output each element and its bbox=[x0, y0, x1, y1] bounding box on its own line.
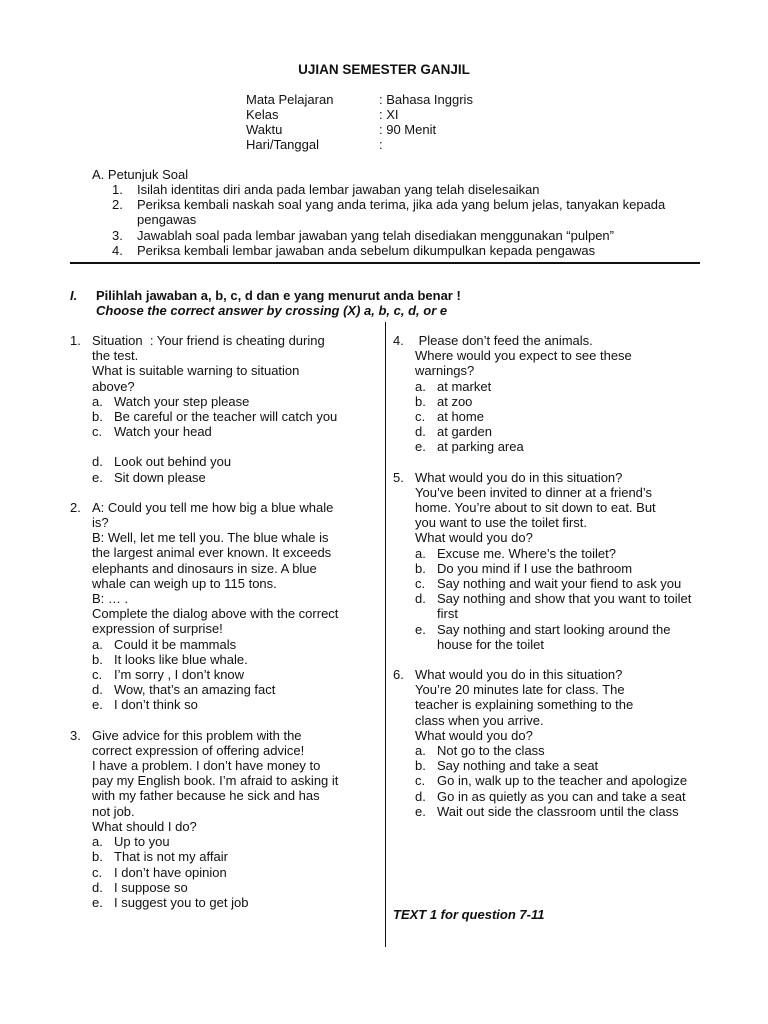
answer-option[interactable] bbox=[415, 409, 703, 424]
question-text: teacher is explaining something to the bbox=[415, 697, 634, 713]
question-text: B: Well, let me tell you. The blue whale is bbox=[92, 530, 329, 546]
question-text: Complete the dialog above with the correct bbox=[92, 606, 339, 622]
instruction-number: 3. bbox=[112, 227, 123, 243]
question-text: warnings? bbox=[415, 363, 475, 379]
question-text: the test. bbox=[92, 348, 139, 364]
answer-option[interactable] bbox=[415, 424, 703, 439]
question-text: What is suitable warning to situation bbox=[92, 363, 300, 379]
question-text: A: Could you tell me how big a blue whale bbox=[92, 499, 334, 515]
answer-option[interactable] bbox=[92, 895, 376, 910]
column-divider bbox=[385, 322, 386, 947]
option-text: at parking area bbox=[437, 439, 524, 455]
answer-option[interactable] bbox=[92, 697, 376, 712]
option-letter: e. bbox=[415, 621, 426, 637]
question-5 bbox=[393, 470, 703, 652]
question-2 bbox=[70, 500, 376, 713]
identity-key: Kelas bbox=[246, 107, 279, 122]
section-number: I. bbox=[70, 288, 78, 303]
question-spacer bbox=[393, 455, 703, 470]
option-text: Watch your head bbox=[114, 424, 212, 440]
question-text: What would you do in this situation? bbox=[415, 667, 623, 683]
identity-value: : 90 Menit bbox=[379, 122, 437, 137]
option-letter: b. bbox=[415, 393, 426, 409]
option-text: Sit down please bbox=[114, 469, 206, 485]
question-text: You’re 20 minutes late for class. The bbox=[415, 682, 625, 698]
instruction-text: Isilah identitas diri anda pada lembar jawaban yang telah diselesaikan bbox=[137, 182, 540, 197]
option-text: at home bbox=[437, 409, 484, 425]
option-letter: b. bbox=[92, 651, 103, 667]
option-letter: d. bbox=[92, 454, 103, 470]
question-text: What would you do? bbox=[415, 727, 533, 743]
option-letter: e. bbox=[415, 803, 426, 819]
answer-option[interactable] bbox=[92, 834, 376, 849]
blank-line bbox=[92, 439, 376, 454]
option-letter: a. bbox=[415, 545, 426, 561]
question-text: What should I do? bbox=[92, 818, 197, 834]
answer-option[interactable] bbox=[415, 773, 703, 788]
option-letter: a. bbox=[415, 378, 426, 394]
question-text: home. You’re about to sit down to eat. But bbox=[415, 500, 656, 516]
identity-key: Waktu bbox=[246, 122, 283, 137]
question-number: 3. bbox=[70, 727, 81, 743]
answer-option[interactable] bbox=[92, 454, 376, 469]
section-subtitle: Choose the correct answer by crossing (X) a, b, c, d, or e bbox=[96, 303, 448, 318]
question-text: I have a problem. I don’t have money to bbox=[92, 758, 321, 774]
answer-option[interactable] bbox=[92, 637, 376, 652]
identity-row-time bbox=[246, 122, 436, 137]
option-text: I suggest you to get job bbox=[114, 894, 249, 910]
answer-option[interactable] bbox=[415, 804, 703, 819]
question-text: whale can weigh up to 115 tons. bbox=[92, 575, 277, 591]
question-text: Situation : Your friend is cheating during bbox=[92, 333, 325, 348]
option-letter: d. bbox=[92, 682, 103, 698]
option-letter: c. bbox=[415, 576, 426, 592]
option-text: Say nothing and start looking around the house for the toilet bbox=[437, 621, 671, 652]
question-text: Please don’t feed the animals. bbox=[415, 333, 593, 348]
question-number: 5. bbox=[393, 469, 404, 485]
instructions-list bbox=[112, 182, 702, 258]
answer-option[interactable] bbox=[92, 667, 376, 682]
option-letter: d. bbox=[415, 424, 426, 440]
identity-value: : Bahasa Inggris bbox=[379, 92, 473, 107]
answer-option[interactable] bbox=[415, 561, 703, 576]
option-text: Look out behind you bbox=[114, 454, 232, 470]
option-letter: c. bbox=[92, 667, 103, 683]
question-text: What would you do in this situation? bbox=[415, 469, 623, 485]
option-text: Do you mind if I use the bathroom bbox=[437, 560, 633, 576]
answer-option[interactable] bbox=[415, 379, 703, 394]
option-text: Up to you bbox=[114, 834, 170, 850]
question-number: 6. bbox=[393, 667, 404, 683]
option-text: I’m sorry , I don’t know bbox=[114, 667, 245, 683]
option-text: Could it be mammals bbox=[114, 636, 237, 652]
left-column bbox=[70, 333, 376, 910]
option-letter: b. bbox=[415, 758, 426, 774]
identity-row-date bbox=[246, 137, 383, 152]
instruction-text: Periksa kembali lembar jawaban anda sebelum dikumpulkan kepada pengawas bbox=[137, 242, 596, 258]
option-text: That is not my affair bbox=[114, 849, 228, 865]
question-text: B: … . bbox=[92, 591, 129, 607]
answer-option[interactable] bbox=[92, 682, 376, 697]
question-spacer bbox=[393, 652, 703, 667]
option-text: at market bbox=[437, 378, 492, 394]
identity-row-class bbox=[246, 107, 399, 122]
question-4 bbox=[393, 333, 703, 455]
instruction-number: 4. bbox=[112, 242, 123, 258]
section-divider bbox=[70, 262, 700, 264]
answer-option[interactable] bbox=[415, 789, 703, 804]
section-title: Pilihlah jawaban a, b, c, d dan e yang menurut anda benar ! bbox=[96, 288, 461, 303]
option-text: Wait out side the classroom until the class bbox=[437, 803, 679, 819]
question-3 bbox=[70, 728, 376, 910]
question-text: expression of surprise! bbox=[92, 621, 223, 637]
exam-title: UJIAN SEMESTER GANJIL bbox=[298, 62, 470, 77]
answer-option[interactable] bbox=[415, 622, 703, 652]
option-letter: e. bbox=[92, 894, 103, 910]
question-text: elephants and dinosaurs in size. A blue bbox=[92, 560, 317, 576]
answer-option[interactable] bbox=[92, 865, 376, 880]
option-letter: e. bbox=[92, 469, 103, 485]
option-letter: d. bbox=[92, 879, 103, 895]
option-text: Wow, that’s an amazing fact bbox=[114, 682, 276, 698]
identity-value: : bbox=[379, 137, 383, 152]
right-column bbox=[393, 333, 703, 819]
instruction-number: 2. bbox=[112, 197, 123, 213]
question-number: 1. bbox=[70, 333, 81, 348]
option-letter: a. bbox=[92, 393, 103, 409]
option-letter: e. bbox=[92, 697, 103, 713]
instruction-text: Jawablah soal pada lembar jawaban yang telah disediakan menggunakan “pulpen” bbox=[137, 227, 614, 243]
option-letter: c. bbox=[92, 864, 103, 880]
option-letter: c. bbox=[92, 424, 103, 440]
question-1 bbox=[70, 333, 376, 485]
identity-key: Hari/Tanggal bbox=[246, 137, 319, 152]
option-text: I don’t think so bbox=[114, 697, 198, 713]
option-text: Not go to the class bbox=[437, 743, 545, 759]
answer-option[interactable] bbox=[415, 439, 703, 454]
question-text: above? bbox=[92, 378, 135, 394]
instruction-item bbox=[112, 228, 702, 243]
answer-option[interactable] bbox=[415, 394, 703, 409]
option-text: Say nothing and show that you want to toilet first bbox=[437, 591, 692, 622]
option-letter: b. bbox=[92, 849, 103, 865]
option-text: Excuse me. Where’s the toilet? bbox=[437, 545, 616, 561]
answer-option[interactable] bbox=[415, 743, 703, 758]
instruction-number: 1. bbox=[112, 182, 123, 197]
answer-option[interactable] bbox=[92, 470, 376, 485]
answer-option[interactable] bbox=[92, 652, 376, 667]
option-text: Go in as quietly as you can and take a seat bbox=[437, 788, 686, 804]
option-text: Be careful or the teacher will catch you bbox=[114, 409, 338, 425]
answer-option[interactable] bbox=[92, 409, 376, 424]
text1-label: TEXT 1 for question 7-11 bbox=[393, 907, 545, 922]
instruction-item bbox=[112, 182, 702, 197]
question-text: with my father because he sick and has bbox=[92, 788, 320, 804]
option-letter: c. bbox=[415, 409, 426, 425]
question-text: You’ve been invited to dinner at a friend’s bbox=[415, 484, 653, 500]
instruction-item bbox=[112, 243, 702, 258]
question-spacer bbox=[70, 713, 376, 728]
question-number: 4. bbox=[393, 333, 404, 348]
instructions-heading: A. Petunjuk Soal bbox=[92, 167, 189, 182]
answer-option[interactable] bbox=[415, 546, 703, 561]
option-letter: a. bbox=[92, 636, 103, 652]
option-text: Watch your step please bbox=[114, 393, 250, 409]
identity-key: Mata Pelajaran bbox=[246, 92, 334, 107]
question-text: you want to use the toilet first. bbox=[415, 515, 587, 531]
option-text: Say nothing and wait your fiend to ask you bbox=[437, 576, 682, 592]
answer-option[interactable] bbox=[415, 591, 703, 621]
option-letter: d. bbox=[415, 788, 426, 804]
instruction-text: Periksa kembali naskah soal yang anda terima, jika ada yang belum jelas, tanyakan kepada pengawas bbox=[137, 197, 666, 228]
option-text: Say nothing and take a seat bbox=[437, 758, 599, 774]
question-text: pay my English book. I’m afraid to asking it bbox=[92, 773, 339, 789]
question-6 bbox=[393, 667, 703, 819]
answer-option[interactable] bbox=[92, 424, 376, 439]
question-text: What would you do? bbox=[415, 530, 533, 546]
answer-option[interactable] bbox=[92, 394, 376, 409]
option-letter: b. bbox=[415, 560, 426, 576]
question-text: class when you arrive. bbox=[415, 712, 544, 728]
question-text: is? bbox=[92, 515, 109, 531]
option-letter: e. bbox=[415, 439, 426, 455]
answer-option[interactable] bbox=[92, 849, 376, 864]
option-letter: b. bbox=[92, 409, 103, 425]
question-text: correct expression of offering advice! bbox=[92, 742, 305, 758]
identity-row-subject bbox=[246, 92, 473, 107]
option-text: I suppose so bbox=[114, 879, 188, 895]
option-text: It looks like blue whale. bbox=[114, 651, 248, 667]
answer-option[interactable] bbox=[92, 880, 376, 895]
option-letter: a. bbox=[92, 834, 103, 850]
question-text: Where would you expect to see these bbox=[415, 348, 632, 364]
option-text: I don’t have opinion bbox=[114, 864, 227, 880]
option-text: at zoo bbox=[437, 393, 473, 409]
question-spacer bbox=[70, 485, 376, 500]
option-letter: c. bbox=[415, 773, 426, 789]
question-number: 2. bbox=[70, 499, 81, 515]
answer-option[interactable] bbox=[415, 758, 703, 773]
instruction-item bbox=[112, 197, 702, 227]
question-text: not job. bbox=[92, 803, 135, 819]
identity-value: : XI bbox=[379, 107, 399, 122]
answer-option[interactable] bbox=[415, 576, 703, 591]
option-letter: a. bbox=[415, 743, 426, 759]
question-text: Give advice for this problem with the bbox=[92, 727, 302, 743]
question-text: the largest animal ever known. It exceeds bbox=[92, 545, 332, 561]
option-text: at garden bbox=[437, 424, 492, 440]
option-letter: d. bbox=[415, 591, 426, 607]
option-text: Go in, walk up to the teacher and apologize bbox=[437, 773, 688, 789]
